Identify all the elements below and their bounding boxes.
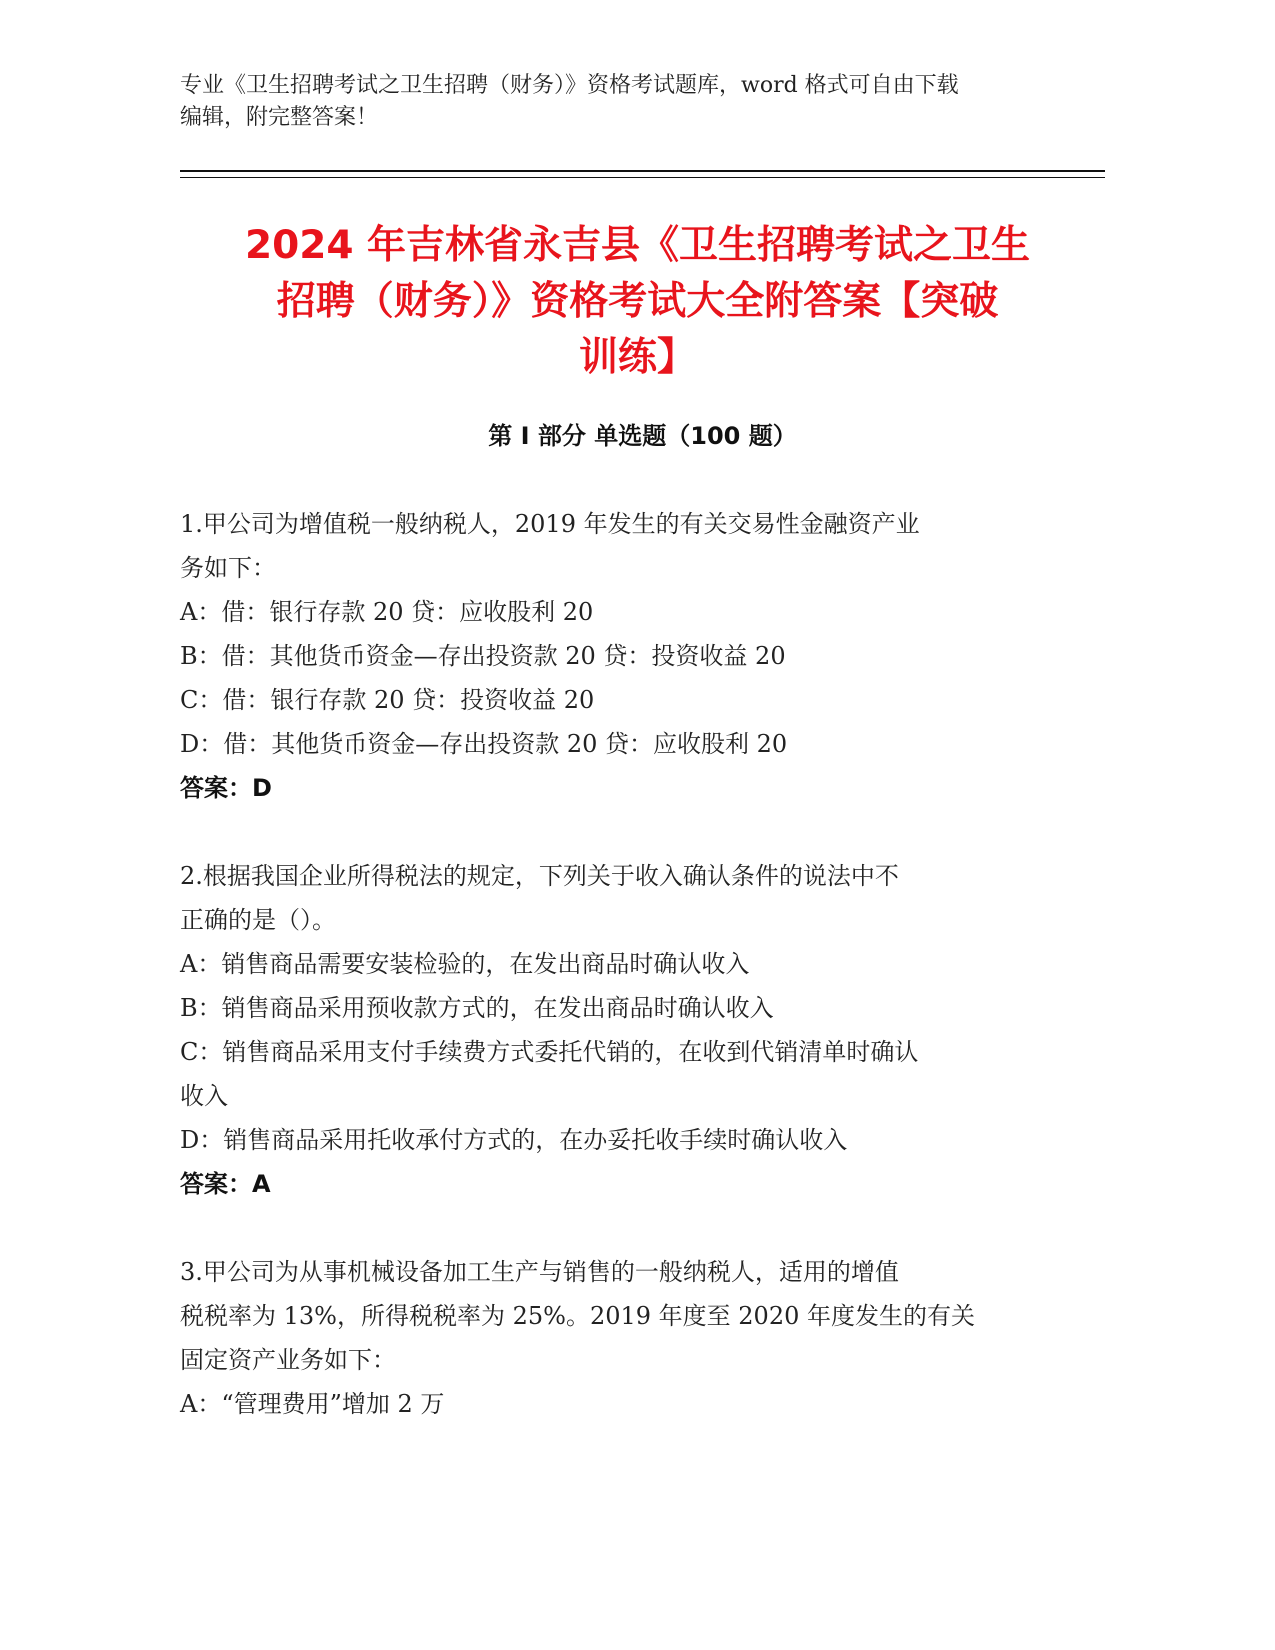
header-rule-thick	[180, 170, 1105, 172]
question-stem-line: 税税率为 13%，所得税税率为 25%。2019 年度至 2020 年度发生的有关	[180, 1302, 975, 1330]
header-note	[180, 70, 1080, 134]
question-stem-line: 1.甲公司为增值税一般纳税人，2019 年发生的有关交易性金融资产业	[180, 510, 920, 538]
question-stem-line: 务如下：	[180, 554, 276, 582]
option-b: B：销售商品采用预收款方式的，在发出商品时确认收入	[180, 994, 774, 1022]
header-note-line: 编辑，附完整答案！	[180, 105, 379, 130]
option-a: A：销售商品需要安装检验的，在发出商品时确认收入	[180, 950, 750, 978]
option-c: C：销售商品采用支付手续费方式委托代销的，在收到代销清单时确认	[180, 1038, 919, 1066]
option-a: A：“管理费用”增加 2 万	[180, 1390, 445, 1418]
title-line: 招聘（财务）》资格考试大全附答案【突破	[276, 279, 999, 324]
header-rule-thin	[180, 177, 1105, 178]
question-list	[180, 502, 1030, 1470]
answer-line: 答案：A	[180, 1170, 271, 1198]
title-line: 训练】	[578, 335, 696, 380]
option-a: A：借：银行存款 20 贷：应收股利 20	[180, 598, 594, 626]
option-b: B：借：其他货币资金—存出投资款 20 贷：投资收益 20	[180, 642, 786, 670]
section-heading: 第 I 部分 单选题（100 题）	[488, 422, 797, 450]
option-c: C：借：银行存款 20 贷：投资收益 20	[180, 686, 595, 714]
option-c-continued: 收入	[180, 1082, 228, 1110]
question-1	[180, 502, 1030, 810]
header-note-line: 专业《卫生招聘考试之卫生招聘（财务）》资格考试题库，word 格式可自由下载	[180, 73, 959, 98]
answer-line: 答案：D	[180, 774, 272, 802]
document-title	[150, 218, 1125, 386]
question-3	[180, 1250, 1030, 1426]
question-stem-line: 2.根据我国企业所得税法的规定，下列关于收入确认条件的说法中不	[180, 862, 899, 890]
option-d: D：借：其他货币资金—存出投资款 20 贷：应收股利 20	[180, 730, 788, 758]
question-stem-line: 3.甲公司为从事机械设备加工生产与销售的一般纳税人，适用的增值	[180, 1258, 899, 1286]
question-stem-line: 正确的是（）。	[180, 906, 336, 934]
title-line: 2024 年吉林省永吉县《卫生招聘考试之卫生	[244, 223, 1031, 268]
question-2	[180, 854, 1030, 1206]
question-stem-line: 固定资产业务如下：	[180, 1346, 396, 1374]
option-d: D：销售商品采用托收承付方式的，在办妥托收手续时确认收入	[180, 1126, 848, 1154]
